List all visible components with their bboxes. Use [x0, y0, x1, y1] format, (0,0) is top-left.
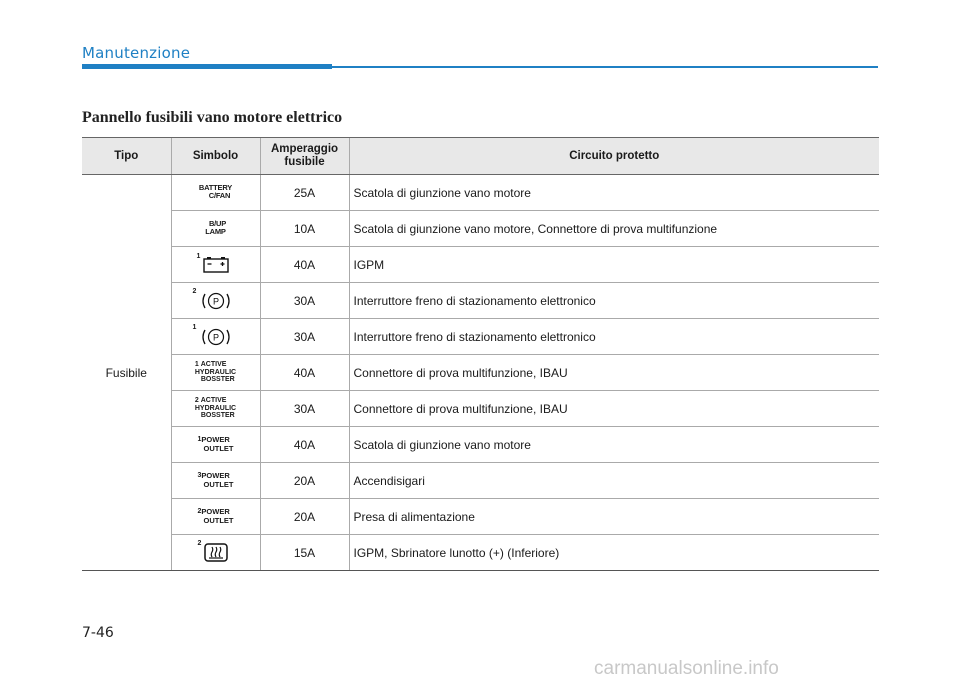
- symbol-label: [195, 361, 236, 384]
- table-row: [82, 211, 879, 247]
- amp-cell: 30A: [260, 283, 349, 319]
- parking-letter: P: [212, 296, 219, 306]
- symbol-label: [198, 471, 234, 489]
- symbol-cell: [171, 283, 260, 319]
- circuit-cell: Scatola di giunzione vano motore: [349, 175, 879, 211]
- column-header-simbolo: Simbolo: [171, 138, 260, 175]
- symbol-line: ACTIVE: [200, 361, 227, 368]
- symbol-line: ACTIVE: [200, 397, 227, 404]
- symbol-superscript: 3: [197, 472, 202, 479]
- symbol-line: C/FAN: [208, 191, 231, 200]
- symbol-cell: [171, 391, 260, 427]
- symbol-line: HYDRAULIC: [194, 404, 237, 412]
- circuit-cell: Connettore di prova multifunzione, IBAU: [349, 391, 879, 427]
- amp-cell: 20A: [260, 463, 349, 499]
- symbol-superscript: 2: [192, 287, 197, 295]
- symbol-wrap: [197, 540, 228, 562]
- circuit-cell: Accendisigari: [349, 463, 879, 499]
- symbol-label: [199, 184, 232, 200]
- symbol-superscript: 2: [197, 540, 202, 547]
- circuit-cell: Presa di alimentazione: [349, 499, 879, 535]
- amp-cell: 40A: [260, 247, 349, 283]
- column-header-circuito: Circuito protetto: [349, 138, 879, 175]
- battery-icon: [203, 256, 229, 273]
- page-number: 7-46: [82, 625, 114, 641]
- symbol-superscript: 1: [197, 436, 202, 443]
- symbol-superscript: 1: [192, 323, 197, 331]
- page-heading: Pannello fusibili vano motore elettrico: [82, 109, 343, 126]
- tipo-cell: Fusibile: [82, 175, 171, 571]
- symbol-cell: [171, 247, 260, 283]
- symbol-label: [198, 507, 234, 525]
- circuit-cell: IGPM, Sbrinatore lunotto (+) (Inferiore): [349, 535, 879, 571]
- table-row: [82, 535, 879, 571]
- symbol-label: [205, 220, 226, 236]
- amp-cell: 40A: [260, 427, 349, 463]
- fuse-table: [82, 137, 879, 571]
- symbol-cell: [171, 499, 260, 535]
- symbol-superscript: 2: [197, 508, 202, 515]
- amp-cell: 40A: [260, 355, 349, 391]
- symbol-superscript: 1: [196, 253, 201, 260]
- symbol-cell: [171, 319, 260, 355]
- header-rule-thick: [82, 64, 332, 69]
- symbol-line: BATTERY: [198, 183, 233, 192]
- parking-letter: P: [212, 332, 219, 342]
- amperaggio-line1: Amperaggio: [270, 143, 339, 155]
- amperaggio-line2: fusibile: [284, 156, 325, 168]
- symbol-wrap: [192, 323, 233, 347]
- column-header-amperaggio: [260, 138, 349, 175]
- circuit-cell: Scatola di giunzione vano motore: [349, 427, 879, 463]
- symbol-cell: [171, 463, 260, 499]
- circuit-cell: Interruttore freno di stazionamento elettronico: [349, 319, 879, 355]
- circuit-cell: Connettore di prova multifunzione, IBAU: [349, 355, 879, 391]
- table-row: [82, 463, 879, 499]
- table-row: [82, 283, 879, 319]
- symbol-line: POWER: [201, 435, 230, 444]
- column-header-tipo: Tipo: [82, 138, 171, 175]
- amp-cell: 30A: [260, 391, 349, 427]
- table-row: [82, 355, 879, 391]
- symbol-line: B/UP: [208, 219, 227, 228]
- symbol-line: POWER: [201, 507, 230, 516]
- amp-cell: 15A: [260, 535, 349, 571]
- header-rule-thin: [332, 66, 878, 68]
- circuit-cell: IGPM: [349, 247, 879, 283]
- parking-brake-icon: [199, 291, 233, 311]
- rear-defroster-icon: [204, 543, 228, 562]
- table-row: [82, 175, 879, 211]
- symbol-cell: [171, 211, 260, 247]
- symbol-line: LAMP: [205, 227, 226, 236]
- symbol-label: [195, 397, 236, 420]
- symbol-line: OUTLET: [203, 516, 234, 525]
- symbol-cell: [171, 427, 260, 463]
- circuit-cell: Scatola di giunzione vano motore, Connettore di prova multifunzione: [349, 211, 879, 247]
- watermark: carmanualsonline.info: [594, 658, 779, 679]
- symbol-label: [198, 435, 234, 453]
- symbol-wrap: [192, 287, 233, 311]
- symbol-superscript: 1: [194, 361, 199, 368]
- section-title: Manutenzione: [82, 44, 191, 62]
- symbol-line: HYDRAULIC: [194, 368, 237, 376]
- table-row: [82, 499, 879, 535]
- symbol-line: OUTLET: [203, 444, 234, 453]
- symbol-line: BOSSTER: [200, 376, 235, 383]
- circuit-cell: Interruttore freno di stazionamento elettronico: [349, 283, 879, 319]
- amp-cell: 10A: [260, 211, 349, 247]
- table-row: [82, 319, 879, 355]
- parking-brake-icon: [199, 327, 233, 347]
- symbol-cell: [171, 355, 260, 391]
- symbol-line: BOSSTER: [200, 412, 235, 419]
- amp-cell: 30A: [260, 319, 349, 355]
- table-row: [82, 391, 879, 427]
- table-row: [82, 427, 879, 463]
- symbol-line: POWER: [201, 471, 230, 480]
- symbol-superscript: 2: [194, 397, 199, 404]
- table-header-row: [82, 138, 879, 175]
- amp-cell: 25A: [260, 175, 349, 211]
- table-row: [82, 247, 879, 283]
- symbol-cell: [171, 535, 260, 571]
- symbol-line: OUTLET: [203, 480, 234, 489]
- symbol-cell: [171, 175, 260, 211]
- amp-cell: 20A: [260, 499, 349, 535]
- symbol-wrap: [196, 253, 229, 273]
